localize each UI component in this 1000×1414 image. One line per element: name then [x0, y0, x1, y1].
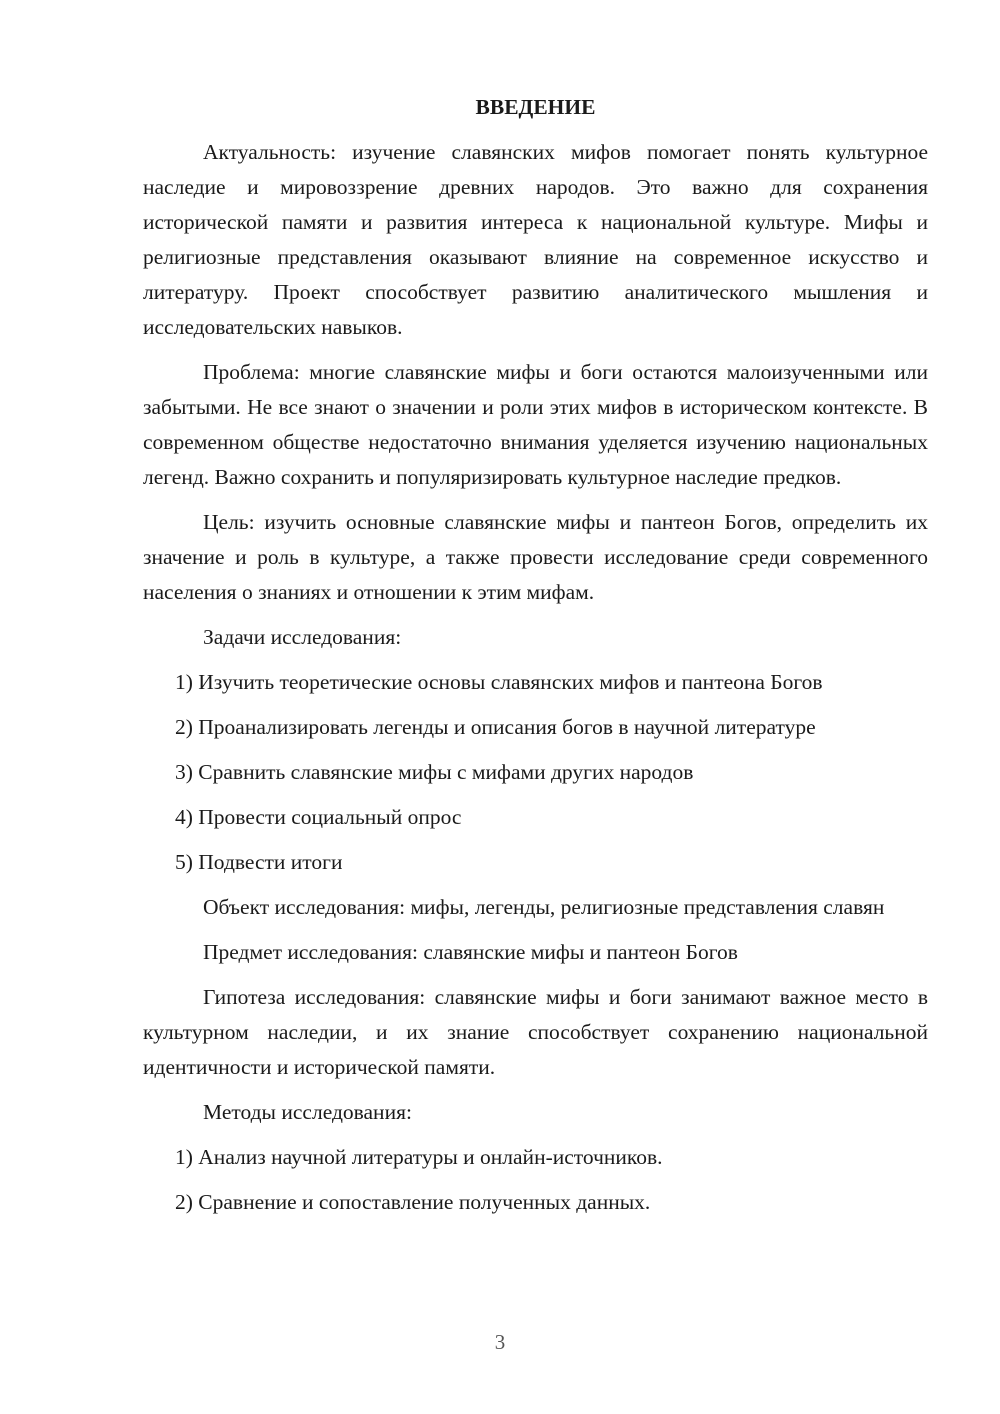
tasks-list [143, 665, 928, 880]
page-number: 3 [494, 1330, 506, 1354]
list-item: 1) Изучить теоретические основы славянских мифов и пантеона Богов [175, 670, 823, 694]
document-page [143, 90, 928, 1230]
paragraph-subject: Предмет исследования: славянские мифы и пантеон Богов [203, 940, 738, 964]
paragraph-object: Объект исследования: мифы, легенды, религиозные представления славян [203, 895, 885, 919]
list-item: 3) Сравнить славянские мифы с мифами других народов [175, 760, 694, 784]
paragraph-goal: Цель: изучить основные славянские мифы и пантеон Богов, определить их значение и роль в культуре, а также провести исследование среди современного населения о знаниях и отношении к этим мифам. [143, 510, 928, 604]
list-item: 1) Анализ научной литературы и онлайн-источников. [175, 1145, 663, 1169]
list-item: 5) Подвести итоги [175, 850, 343, 874]
tasks-heading: Задачи исследования: [203, 625, 402, 649]
list-item: 2) Проанализировать легенды и описания богов в научной литературе [175, 715, 816, 739]
section-title: ВВЕДЕНИЕ [475, 95, 596, 119]
methods-heading: Методы исследования: [203, 1100, 412, 1124]
list-item: 2) Сравнение и сопоставление полученных данных. [175, 1190, 651, 1214]
paragraph-problem: Проблема: многие славянские мифы и боги остаются малоизученными или забытыми. Не все знают о значении и роли этих мифов в историческом контексте. В современном обществе недостаточно внимания уделяется изучению национальных легенд. Важно сохранить и популяризировать культурное наследие предков. [143, 360, 928, 489]
list-item: 4) Провести социальный опрос [175, 805, 462, 829]
paragraph-relevance: Актуальность: изучение славянских мифов помогает понять культурное наследие и мировоззрение древних народов. Это важно для сохранения исторической памяти и развития интереса к национальной культуре. Мифы и религиозные представления оказывают влияние на современное искусство и литературу. Проект способствует развитию аналитического мышления и исследовательских навыков. [143, 140, 928, 339]
methods-list [143, 1140, 928, 1220]
paragraph-hypothesis: Гипотеза исследования: славянские мифы и боги занимают важное место в культурном наследии, и их знание способствует сохранению национальной идентичности и исторической памяти. [143, 985, 928, 1079]
